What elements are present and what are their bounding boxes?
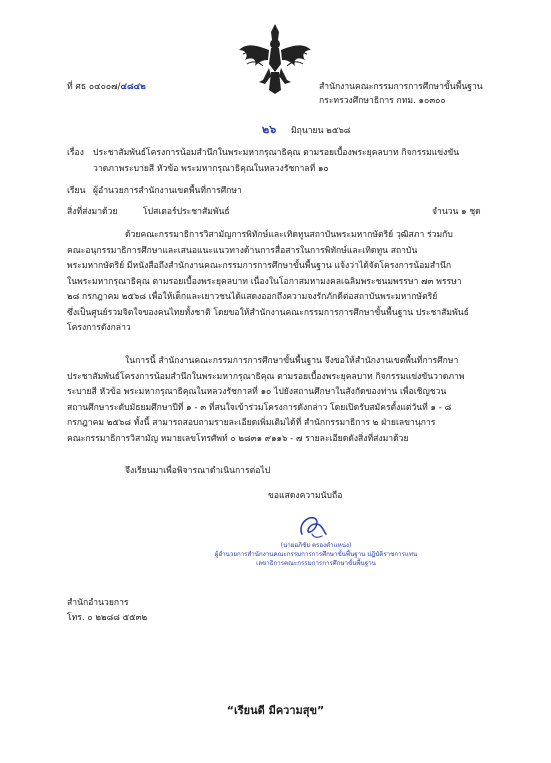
document-date: [262, 123, 350, 138]
agency-name: สำนักงานคณะกรรมการการศึกษาขั้นพื้นฐาน: [319, 82, 483, 92]
agency-address: กระทรวงศึกษาธิการ กทม. ๑๐๓๐๐: [319, 96, 446, 106]
attachment-count: จำนวน ๑ ชุด: [432, 207, 481, 217]
garuda-emblem: [235, 20, 315, 96]
subject-line-2: วาดภาพระบายสี หัวข้อ พระมหากรุณาธิคุณในหลวงรัชกาลที่ ๑๐: [93, 164, 329, 174]
date-month-year: มิถุนายน ๒๕๖๘: [290, 126, 351, 136]
paragraph-line: คณะกรรมาธิการวิสามัญ หมายเลขโทรศัพท์ ๐ ๒๘๓๑ ๙๑๑๖ - ๗ รายละเอียดดังสิ่งที่ส่งมาด้วย: [67, 433, 409, 444]
paragraph-line: ซึ่งเป็นศูนย์รวมจิตใจของคนไทยทั้งชาติ โดยขอให้สำนักงานคณะกรรมการการศึกษาขั้นพื้นฐาน ประชาสัมพันธ์: [67, 307, 469, 318]
paragraph-line: ๒๘ กรกฎาคม ๒๕๖๘ เพื่อให้เด็กและเยาวชนได้แสดงออกถึงความจงรักภักดีต่อสถาบันพระมหากษัตริย์: [67, 292, 438, 302]
document-number-handwritten: ๔๘๔๒: [120, 82, 146, 92]
paragraph-line: โครงการดังกล่าว: [67, 323, 131, 333]
paragraph-line: ประชาสัมพันธ์โครงการน้อมสำนึกในพระมหากรุณาธิคุณ ตามรอยเบื้องพระยุคลบาท กิจกรรมแข่งขันวาดภาพ: [67, 371, 465, 382]
paragraph-line: ในการนี้ สำนักงานคณะกรรมการการศึกษาขั้นพื้นฐาน จึงขอให้สำนักงานเขตพื้นที่การศึกษา: [125, 356, 459, 366]
paragraph-line: ด้วยคณะกรรมาธิการวิสามัญการพิทักษ์และเทิดทูนสถาบันพระมหากษัตริย์ วุฒิสภา ร่วมกับ: [125, 230, 453, 240]
date-day-handwritten: ๒๖: [262, 123, 277, 136]
recipient-value: ผู้อำนวยการสำนักงานเขตพื้นที่การศึกษา: [93, 186, 242, 196]
office-name: สำนักอำนวยการ: [67, 598, 129, 608]
signatory-title-line-1: ผู้อำนวยการสำนักงานคณะกรรมการการศึกษาขั้นพื้นฐาน ปฏิบัติราชการแทน: [214, 551, 418, 558]
closing-sentence: จึงเรียนมาเพื่อพิจารณาดำเนินการต่อไป: [125, 466, 271, 476]
signatory-title-line-2: เลขาธิการคณะกรรมการการศึกษาขั้นพื้นฐาน: [256, 560, 376, 567]
subject-label: เรื่อง: [67, 148, 84, 158]
paragraph-line: กรกฎาคม ๒๕๖๘ ทั้งนี้ สามารถสอบถามรายละเอียดเพิ่มเติมได้ที่ สำนักกรรมาธิการ ๒ ฝ่ายเลขานุการ: [67, 418, 436, 428]
paragraph-line: พระมหากษัตริย์ มีหนังสือถึงสำนักงานคณะกรรมการการศึกษาขั้นพื้นฐาน แจ้งว่าได้จัดโครงการน้อมสำนึก: [67, 261, 452, 271]
recipient-label: เรียน: [67, 186, 86, 196]
handwritten-signature: [296, 512, 330, 542]
document-number: [67, 81, 146, 94]
paragraph-line: ในพระมหากรุณาธิคุณ ตามรอยเบื้องพระยุคลบาท เนื่องในโอกาสมหามงคลเฉลิมพระชนมพรรษา ๗๓ พรรษา: [67, 276, 462, 287]
paragraph-line: ระบายสี หัวข้อ พระมหากรุณาธิคุณในหลวงรัชกาลที่ ๑๐ ไปยังสถานศึกษาในสังกัดของท่าน เพื่อเชิญชวน: [67, 387, 447, 397]
regards-text: ขอแสดงความนับถือ: [268, 491, 343, 501]
footer-motto: “เรียนดี มีความสุข”: [226, 704, 325, 717]
paragraph-line: คณะอนุกรรมาธิการศึกษาและเสนอแนะแนวทางด้านการสื่อสารในการพิทักษ์และเทิดทูน สถาบัน: [67, 245, 418, 256]
body-paragraph-1: [67, 228, 497, 337]
paragraph-line: สถานศึกษาระดับมัธยมศึกษาปีที่ ๑ - ๓ ที่สนใจเข้าร่วมโครงการดังกล่าว โดยเปิดรับสมัครตั้งแต่วันที่ ๑ - ๘: [67, 402, 452, 413]
attachment-label: สิ่งที่ส่งมาด้วย: [67, 207, 118, 217]
body-paragraph-2: [67, 354, 497, 447]
office-phone: โทร. ๐ ๒๒๘๘ ๕๕๓๒: [67, 613, 148, 623]
attachment-value: โปสเตอร์ประชาสัมพันธ์: [143, 207, 230, 217]
subject-line-1: ประชาสัมพันธ์โครงการน้อมสำนึกในพระมหากรุณาธิคุณ ตามรอยเบื้องพระยุคลบาท กิจกรรมแข่งขัน: [93, 148, 460, 158]
signatory-name: (นายอภิชัย ครองตำแหน่ง): [280, 542, 352, 549]
document-number-prefix: ที่ ศธ ๐๔๐๐๗/: [67, 82, 121, 92]
